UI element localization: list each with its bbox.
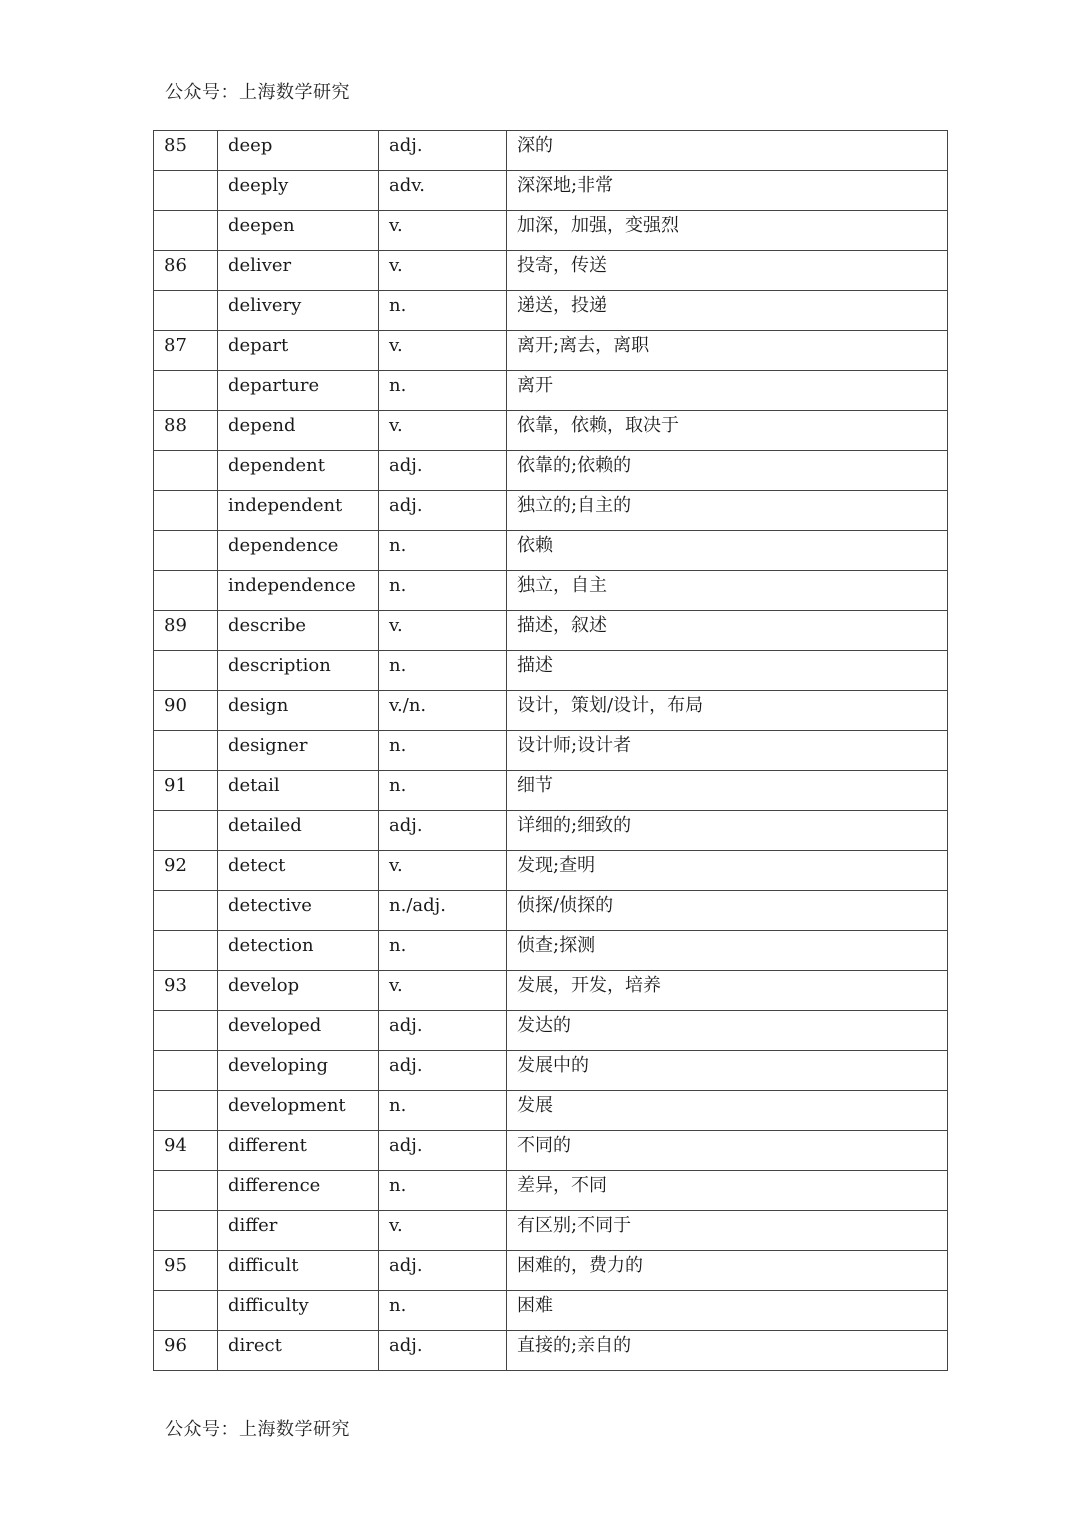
entry-part-of-speech: adj. — [379, 1051, 507, 1091]
entry-part-of-speech: v. — [379, 971, 507, 1011]
entry-part-of-speech: n. — [379, 731, 507, 771]
entry-word: detection — [218, 931, 379, 971]
entry-meaning: 差异，不同 — [507, 1171, 948, 1211]
entry-word: deliver — [218, 251, 379, 291]
entry-number — [154, 451, 218, 491]
entry-word: independence — [218, 571, 379, 611]
entry-number — [154, 1211, 218, 1251]
table-row — [154, 571, 948, 611]
entry-meaning: 发展，开发，培养 — [507, 971, 948, 1011]
entry-part-of-speech: n. — [379, 931, 507, 971]
entry-part-of-speech: adj. — [379, 1331, 507, 1371]
entry-word: description — [218, 651, 379, 691]
entry-part-of-speech: v. — [379, 851, 507, 891]
entry-word: detect — [218, 851, 379, 891]
entry-number — [154, 211, 218, 251]
page-header: 公众号：上海数学研究 — [165, 82, 350, 103]
entry-meaning: 投寄，传送 — [507, 251, 948, 291]
entry-meaning: 有区别;不同于 — [507, 1211, 948, 1251]
entry-word: departure — [218, 371, 379, 411]
entry-number: 90 — [154, 691, 218, 731]
entry-word: different — [218, 1131, 379, 1171]
entry-word: dependence — [218, 531, 379, 571]
entry-number — [154, 171, 218, 211]
entry-part-of-speech: n. — [379, 651, 507, 691]
entry-meaning: 深的 — [507, 131, 948, 171]
entry-part-of-speech: n. — [379, 1291, 507, 1331]
entry-meaning: 加深，加强，变强烈 — [507, 211, 948, 251]
entry-number — [154, 811, 218, 851]
entry-number — [154, 651, 218, 691]
entry-number — [154, 491, 218, 531]
entry-part-of-speech: n. — [379, 371, 507, 411]
entry-part-of-speech: v./n. — [379, 691, 507, 731]
entry-number — [154, 1171, 218, 1211]
table-row — [154, 1251, 948, 1291]
entry-number: 89 — [154, 611, 218, 651]
vocabulary-table-body — [154, 131, 948, 1371]
entry-part-of-speech: adj. — [379, 491, 507, 531]
entry-meaning: 困难 — [507, 1291, 948, 1331]
table-row — [154, 611, 948, 651]
entry-number — [154, 731, 218, 771]
table-row — [154, 1171, 948, 1211]
entry-meaning: 描述 — [507, 651, 948, 691]
entry-meaning: 独立，自主 — [507, 571, 948, 611]
entry-number: 95 — [154, 1251, 218, 1291]
table-row — [154, 851, 948, 891]
entry-number — [154, 531, 218, 571]
entry-word: deepen — [218, 211, 379, 251]
entry-word: depart — [218, 331, 379, 371]
table-row — [154, 451, 948, 491]
table-row — [154, 411, 948, 451]
table-row — [154, 651, 948, 691]
entry-meaning: 发展 — [507, 1091, 948, 1131]
entry-part-of-speech: v. — [379, 211, 507, 251]
table-row — [154, 691, 948, 731]
entry-word: develop — [218, 971, 379, 1011]
entry-number — [154, 891, 218, 931]
table-row — [154, 331, 948, 371]
entry-number — [154, 571, 218, 611]
entry-meaning: 困难的，费力的 — [507, 1251, 948, 1291]
entry-meaning: 发达的 — [507, 1011, 948, 1051]
entry-meaning: 依靠，依赖，取决于 — [507, 411, 948, 451]
entry-meaning: 描述，叙述 — [507, 611, 948, 651]
entry-word: independent — [218, 491, 379, 531]
table-row — [154, 1331, 948, 1371]
entry-meaning: 直接的;亲自的 — [507, 1331, 948, 1371]
entry-meaning: 设计师;设计者 — [507, 731, 948, 771]
entry-meaning: 依靠的;依赖的 — [507, 451, 948, 491]
entry-word: deeply — [218, 171, 379, 211]
page-footer: 公众号：上海数学研究 — [165, 1419, 350, 1440]
entry-word: design — [218, 691, 379, 731]
entry-number — [154, 931, 218, 971]
entry-number — [154, 291, 218, 331]
table-row — [154, 291, 948, 331]
table-row — [154, 891, 948, 931]
entry-meaning: 细节 — [507, 771, 948, 811]
entry-number: 87 — [154, 331, 218, 371]
table-row — [154, 1051, 948, 1091]
entry-number — [154, 1051, 218, 1091]
table-row — [154, 251, 948, 291]
entry-word: difficult — [218, 1251, 379, 1291]
entry-number — [154, 1011, 218, 1051]
entry-meaning: 依赖 — [507, 531, 948, 571]
entry-part-of-speech: n. — [379, 571, 507, 611]
table-row — [154, 531, 948, 571]
entry-meaning: 离开;离去，离职 — [507, 331, 948, 371]
entry-part-of-speech: adj. — [379, 1251, 507, 1291]
table-row — [154, 971, 948, 1011]
entry-meaning: 详细的;细致的 — [507, 811, 948, 851]
entry-number: 91 — [154, 771, 218, 811]
entry-part-of-speech: v. — [379, 411, 507, 451]
entry-word: detective — [218, 891, 379, 931]
entry-word: detailed — [218, 811, 379, 851]
entry-word: direct — [218, 1331, 379, 1371]
entry-part-of-speech: adv. — [379, 171, 507, 211]
entry-part-of-speech: n. — [379, 1171, 507, 1211]
entry-number — [154, 1091, 218, 1131]
entry-part-of-speech: n. — [379, 531, 507, 571]
entry-meaning: 发现;查明 — [507, 851, 948, 891]
entry-part-of-speech: adj. — [379, 1011, 507, 1051]
entry-word: developing — [218, 1051, 379, 1091]
entry-word: difficulty — [218, 1291, 379, 1331]
entry-word: designer — [218, 731, 379, 771]
entry-number: 92 — [154, 851, 218, 891]
table-row — [154, 931, 948, 971]
entry-part-of-speech: adj. — [379, 811, 507, 851]
entry-part-of-speech: n. — [379, 291, 507, 331]
table-row — [154, 1291, 948, 1331]
vocabulary-table — [153, 130, 948, 1371]
entry-part-of-speech: adj. — [379, 1131, 507, 1171]
table-row — [154, 491, 948, 531]
entry-number — [154, 371, 218, 411]
entry-word: deep — [218, 131, 379, 171]
entry-part-of-speech: v. — [379, 331, 507, 371]
table-row — [154, 131, 948, 171]
table-row — [154, 171, 948, 211]
table-row — [154, 771, 948, 811]
entry-number: 86 — [154, 251, 218, 291]
entry-word: depend — [218, 411, 379, 451]
table-row — [154, 811, 948, 851]
entry-number — [154, 1291, 218, 1331]
entry-meaning: 独立的;自主的 — [507, 491, 948, 531]
entry-word: detail — [218, 771, 379, 811]
entry-word: describe — [218, 611, 379, 651]
table-row — [154, 1091, 948, 1131]
entry-part-of-speech: n. — [379, 771, 507, 811]
entry-part-of-speech: v. — [379, 251, 507, 291]
entry-meaning: 设计，策划/设计，布局 — [507, 691, 948, 731]
entry-number: 88 — [154, 411, 218, 451]
entry-meaning: 侦探/侦探的 — [507, 891, 948, 931]
entry-part-of-speech: adj. — [379, 131, 507, 171]
entry-meaning: 递送，投递 — [507, 291, 948, 331]
table-row — [154, 1211, 948, 1251]
entry-meaning: 深深地;非常 — [507, 171, 948, 211]
entry-part-of-speech: v. — [379, 1211, 507, 1251]
entry-part-of-speech: adj. — [379, 451, 507, 491]
entry-meaning: 侦查;探测 — [507, 931, 948, 971]
entry-meaning: 离开 — [507, 371, 948, 411]
table-row — [154, 731, 948, 771]
entry-word: difference — [218, 1171, 379, 1211]
table-row — [154, 1131, 948, 1171]
entry-number: 96 — [154, 1331, 218, 1371]
entry-number: 93 — [154, 971, 218, 1011]
entry-word: developed — [218, 1011, 379, 1051]
entry-meaning: 发展中的 — [507, 1051, 948, 1091]
table-row — [154, 1011, 948, 1051]
entry-word: delivery — [218, 291, 379, 331]
entry-part-of-speech: n. — [379, 1091, 507, 1131]
entry-part-of-speech: n./adj. — [379, 891, 507, 931]
entry-number: 94 — [154, 1131, 218, 1171]
entry-number: 85 — [154, 131, 218, 171]
entry-part-of-speech: v. — [379, 611, 507, 651]
table-row — [154, 371, 948, 411]
entry-word: development — [218, 1091, 379, 1131]
entry-word: dependent — [218, 451, 379, 491]
entry-word: differ — [218, 1211, 379, 1251]
table-row — [154, 211, 948, 251]
entry-meaning: 不同的 — [507, 1131, 948, 1171]
